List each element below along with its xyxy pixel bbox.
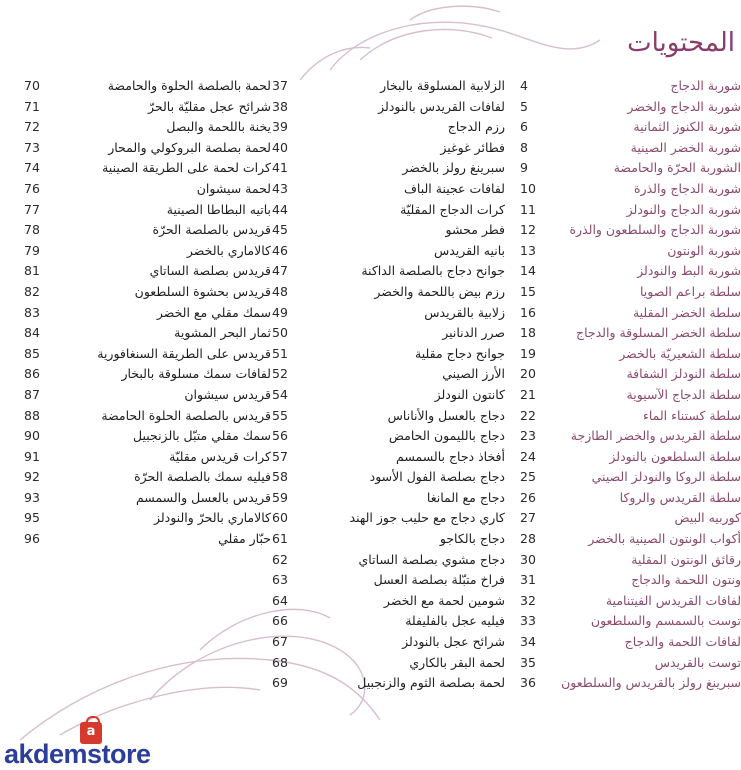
page-number: 47 — [272, 263, 288, 279]
recipe-title: الشوربة الحرّة والحامضة — [613, 160, 741, 176]
toc-entry — [272, 550, 505, 571]
recipe-title: شوربة الونتون — [667, 242, 741, 258]
page-number: 44 — [272, 201, 288, 217]
recipe-title: دجاج مع المانغا — [426, 489, 505, 505]
contents-column-left — [24, 76, 271, 550]
recipe-title: سلطة الخضر المقلية — [632, 304, 741, 320]
recipe-title: سلطة الخضر المسلوقة والدجاج — [576, 325, 741, 341]
recipe-title: سمك مقلي متبّل بالزنجبيل — [133, 428, 271, 444]
recipe-title: لفافات سمك مسلوقة بالبخار — [121, 366, 271, 382]
page-number: 69 — [272, 675, 288, 691]
page-number: 43 — [272, 180, 288, 196]
page-number: 88 — [24, 407, 40, 423]
recipe-title: قريدس بالعسل والسمسم — [135, 489, 271, 505]
recipe-title: شرائح عجل بالنودلز — [402, 634, 505, 650]
toc-entry — [272, 323, 505, 344]
toc-entry — [272, 179, 505, 200]
page-number: 61 — [272, 531, 288, 547]
toc-entry — [520, 426, 741, 447]
toc-entry — [272, 158, 505, 179]
page-number: 48 — [272, 283, 288, 299]
page-number: 86 — [24, 366, 40, 382]
page-number: 79 — [24, 242, 40, 258]
recipe-title: الزلابية المسلوقة بالبخار — [380, 78, 505, 93]
recipe-title: سلطة الشعيريّة بالخضر — [619, 345, 741, 361]
page-number: 14 — [520, 263, 536, 279]
brand-name: akdemstore — [4, 739, 151, 769]
toc-entry — [272, 138, 505, 159]
toc-entry — [272, 632, 505, 653]
page-number: 32 — [520, 592, 536, 608]
toc-entry — [24, 364, 271, 385]
toc-entry — [520, 200, 741, 221]
recipe-title: كرات قريدس مقليّة — [169, 448, 271, 464]
toc-entry — [24, 76, 271, 97]
recipe-title: سلطة الدجاج الآسيوية — [626, 386, 741, 402]
page-number: 27 — [520, 510, 536, 526]
page-number: 70 — [24, 78, 40, 93]
toc-entry — [24, 488, 271, 509]
page-number: 33 — [520, 613, 536, 629]
toc-entry — [520, 591, 741, 612]
recipe-title: ونتون اللحمة والدجاج — [631, 572, 741, 588]
recipe-title: قريدس بصلصة الساتاي — [149, 263, 271, 279]
page-number: 71 — [24, 98, 40, 114]
page-number: 10 — [520, 180, 536, 196]
toc-entry — [520, 117, 741, 138]
toc-entry — [520, 467, 741, 488]
toc-entry — [520, 344, 741, 365]
recipe-title: لفافات القريدس بالنودلز — [378, 98, 505, 114]
page-number: 57 — [272, 448, 288, 464]
toc-entry — [520, 570, 741, 591]
recipe-title: توست بالسمسم والسلطعون — [590, 613, 741, 629]
toc-entry — [520, 364, 741, 385]
page-number: 59 — [272, 489, 288, 505]
recipe-title: شوربة البط والنودلز — [637, 263, 741, 279]
page-number: 22 — [520, 407, 536, 423]
recipe-title: الأرز الصيني — [442, 366, 505, 382]
page-number: 37 — [272, 78, 288, 93]
contents-column-middle — [272, 76, 505, 694]
recipe-title: لفافات اللحمة والدجاج — [624, 634, 741, 650]
toc-entry — [520, 179, 741, 200]
page-number: 83 — [24, 304, 40, 320]
toc-entry — [24, 447, 271, 468]
recipe-title: فطر محشو — [445, 222, 505, 238]
page-number: 39 — [272, 119, 288, 135]
page-number: 56 — [272, 428, 288, 444]
recipe-title: شوربة الدجاج — [670, 78, 741, 93]
page-number: 85 — [24, 345, 40, 361]
recipe-title: رزم الدجاج — [447, 119, 505, 135]
toc-entry — [272, 611, 505, 632]
recipe-title: قريدس بالصلصة الحلوة الحامضة — [101, 407, 271, 423]
page-title: المحتويات — [627, 28, 735, 58]
page-number: 9 — [520, 160, 528, 176]
recipe-title: يخنة باللحمة والبصل — [166, 119, 271, 135]
recipe-title: لفافات القريدس الفيتنامية — [605, 592, 741, 608]
page-number: 67 — [272, 634, 288, 650]
recipe-title: كرات الدجاج المقليّة — [400, 201, 505, 217]
recipe-title: قريدس سيشوان — [184, 386, 271, 402]
toc-entry — [24, 303, 271, 324]
recipe-title: حبّار مقلي — [218, 531, 271, 547]
toc-entry — [24, 97, 271, 118]
toc-entry — [24, 508, 271, 529]
toc-entry — [272, 591, 505, 612]
recipe-title: فراخ متبّلة بصلصة العسل — [373, 572, 505, 588]
toc-entry — [520, 385, 741, 406]
page-number: 11 — [520, 201, 536, 217]
recipe-title: شرائح عجل مقليّة بالحرّ — [148, 98, 271, 114]
toc-entry — [520, 261, 741, 282]
toc-entry — [24, 241, 271, 262]
recipe-title: دجاج بالعسل والأناناس — [387, 407, 505, 423]
toc-entry — [272, 488, 505, 509]
toc-entry — [272, 344, 505, 365]
page-number: 6 — [520, 119, 528, 135]
store-logo — [4, 722, 204, 768]
page-number: 13 — [520, 242, 536, 258]
toc-entry — [520, 282, 741, 303]
toc-entry — [520, 653, 741, 674]
recipe-title: صرر الدنانير — [442, 325, 505, 341]
toc-entry — [272, 508, 505, 529]
recipe-title: فطائر غوغيز — [440, 139, 505, 155]
toc-entry — [520, 611, 741, 632]
recipe-title: كالاماري بالخضر — [186, 242, 271, 258]
page-number: 24 — [520, 448, 536, 464]
toc-entry — [272, 653, 505, 674]
recipe-title: شومين لحمة مع الخضر — [383, 592, 505, 608]
toc-entry — [520, 323, 741, 344]
recipe-title: سلطة براعم الصويا — [639, 283, 741, 299]
recipe-title: باتيه البطاطا الصينية — [166, 201, 271, 217]
recipe-title: كوربيه البيض — [674, 510, 741, 526]
recipe-title: جوانح دجاج بالصلصة الداكنة — [361, 263, 505, 279]
page-number: 21 — [520, 386, 536, 402]
recipe-title: سلطة القريدس والروكا — [619, 489, 741, 505]
recipe-title: قريدس بحشوة السلطعون — [134, 283, 271, 299]
toc-entry — [272, 117, 505, 138]
recipe-title: فيليه عجل بالفليفلة — [405, 613, 505, 629]
page-number: 51 — [272, 345, 288, 361]
page-number: 92 — [24, 469, 40, 485]
toc-entry — [272, 220, 505, 241]
recipe-title: سبرينغ رولز بالخضر — [402, 160, 505, 176]
page-number: 31 — [520, 572, 536, 588]
page-number: 30 — [520, 551, 536, 567]
page-number: 90 — [24, 428, 40, 444]
toc-entry — [24, 385, 271, 406]
toc-entry — [520, 529, 741, 550]
page-number: 84 — [24, 325, 40, 341]
page-number: 87 — [24, 386, 40, 402]
toc-entry — [24, 261, 271, 282]
page-number: 40 — [272, 139, 288, 155]
shopping-bag-icon: a — [80, 722, 102, 744]
toc-entry — [520, 673, 741, 694]
page-number: 8 — [520, 139, 528, 155]
recipe-title: لحمة سيشوان — [196, 180, 271, 196]
toc-entry — [272, 364, 505, 385]
toc-entry — [272, 467, 505, 488]
toc-entry — [272, 200, 505, 221]
toc-entry — [520, 76, 741, 97]
page-number: 96 — [24, 531, 40, 547]
page-number: 77 — [24, 201, 40, 217]
toc-entry — [520, 550, 741, 571]
page-number: 23 — [520, 428, 536, 444]
page-number: 64 — [272, 592, 288, 608]
toc-entry — [24, 426, 271, 447]
toc-entry — [272, 76, 505, 97]
recipe-title: دجاج مشوي بصلصة الساتاي — [358, 551, 505, 567]
recipe-title: سلطة السلطعون بالنودلز — [609, 448, 741, 464]
page-number: 58 — [272, 469, 288, 485]
recipe-title: كاري دجاج مع حليب جوز الهند — [349, 510, 505, 526]
recipe-title: ثمار البحر المشوية — [174, 325, 271, 341]
page-number: 81 — [24, 263, 40, 279]
toc-entry — [24, 200, 271, 221]
page-number: 66 — [272, 613, 288, 629]
page-number: 60 — [272, 510, 288, 526]
recipe-title: شوربة الدجاج والنودلز — [626, 201, 741, 217]
toc-entry — [24, 179, 271, 200]
toc-entry — [520, 303, 741, 324]
toc-entry — [24, 117, 271, 138]
toc-entry — [24, 138, 271, 159]
toc-entry — [272, 570, 505, 591]
page-number: 63 — [272, 572, 288, 588]
recipe-title: كانتون النودلز — [434, 386, 505, 402]
page-number: 28 — [520, 531, 536, 547]
page-number: 25 — [520, 469, 536, 485]
page-number: 5 — [520, 98, 528, 114]
recipe-title: شوربة الخضر الصينية — [630, 139, 741, 155]
toc-entry — [272, 673, 505, 694]
page-number: 16 — [520, 304, 536, 320]
recipe-title: شوربة الدجاج والخضر — [627, 98, 741, 114]
toc-entry — [520, 138, 741, 159]
recipe-title: سلطة كستناء الماء — [642, 407, 741, 423]
toc-entry — [24, 220, 271, 241]
toc-entry — [24, 529, 271, 550]
toc-entry — [520, 406, 741, 427]
page-number: 55 — [272, 407, 288, 423]
toc-entry — [520, 488, 741, 509]
recipe-title: توست بالقريدس — [654, 654, 741, 670]
recipe-title: قريدس بالصلصة الحرّة — [152, 222, 271, 238]
recipe-title: دجاج بالليمون الحامض — [388, 428, 505, 444]
recipe-title: كرات لحمة على الطريقة الصينية — [102, 160, 271, 176]
contents-column-right — [520, 76, 741, 694]
page-number: 52 — [272, 366, 288, 382]
recipe-title: رزم بيض باللحمة والخضر — [374, 283, 505, 299]
toc-entry — [520, 508, 741, 529]
toc-entry — [272, 426, 505, 447]
recipe-title: دجاج بالكاجو — [439, 531, 505, 547]
recipe-title: كالاماري بالحرّ والنودلز — [153, 510, 271, 526]
page-number: 76 — [24, 180, 40, 196]
page-number: 82 — [24, 283, 40, 299]
recipe-title: سلطة القريدس والخضر الطازجة — [570, 428, 741, 444]
page-number: 95 — [24, 510, 40, 526]
toc-entry — [272, 261, 505, 282]
recipe-title: قريدس على الطريقة السنغافورية — [97, 345, 271, 361]
recipe-title: أفخاذ دجاج بالسمسم — [396, 448, 505, 464]
page-number: 50 — [272, 325, 288, 341]
recipe-title: شوربة الدجاج والسلطعون والذرة — [569, 222, 741, 238]
toc-entry — [520, 632, 741, 653]
page-number: 91 — [24, 448, 40, 464]
toc-entry — [24, 344, 271, 365]
page-number: 72 — [24, 119, 40, 135]
recipe-title: أكواب الونتون الصينية بالخضر — [588, 531, 741, 547]
recipe-title: شوربة الدجاج والذرة — [633, 180, 741, 196]
recipe-title: لفافات عجينة الباف — [403, 180, 505, 196]
page-number: 38 — [272, 98, 288, 114]
recipe-title: سلطة النودلز الشفافة — [626, 366, 741, 382]
toc-entry — [24, 323, 271, 344]
toc-entry — [272, 97, 505, 118]
page-number: 20 — [520, 366, 536, 382]
recipe-title: لحمة البقر بالكاري — [409, 654, 505, 670]
recipe-title: فيليه سمك بالصلصة الحرّة — [134, 469, 271, 485]
recipe-title: لحمة بصلصة البروكولي والمحار — [108, 139, 271, 155]
recipe-title: بانيه القريدس — [433, 242, 505, 258]
toc-entry — [272, 241, 505, 262]
page-number: 26 — [520, 489, 536, 505]
toc-entry — [520, 241, 741, 262]
page-number: 12 — [520, 222, 536, 238]
recipe-title: شوربة الكنوز الثمانية — [633, 119, 741, 135]
toc-entry — [520, 447, 741, 468]
recipe-title: سمك مقلي مع الخضر — [156, 304, 271, 320]
page-number: 49 — [272, 304, 288, 320]
recipe-title: دجاج بصلصة الفول الأسود — [369, 469, 505, 485]
page-number: 73 — [24, 139, 40, 155]
page-number: 18 — [520, 325, 536, 341]
toc-entry — [24, 158, 271, 179]
page-number: 34 — [520, 634, 536, 650]
page-number: 15 — [520, 283, 536, 299]
toc-entry — [272, 406, 505, 427]
page-number: 54 — [272, 386, 288, 402]
recipe-title: جوانح دجاج مقلية — [415, 345, 505, 361]
recipe-title: سلطة الروكا والنودلز الصيني — [591, 469, 741, 485]
page-number: 62 — [272, 551, 288, 567]
recipe-title: سبرينغ رولز بالقريدس والسلطعون — [561, 675, 741, 691]
toc-entry — [24, 282, 271, 303]
toc-entry — [520, 220, 741, 241]
recipe-title: رقائق الونتون المقلية — [631, 551, 741, 567]
page-number: 45 — [272, 222, 288, 238]
toc-entry — [520, 158, 741, 179]
page-number: 93 — [24, 489, 40, 505]
toc-entry — [272, 303, 505, 324]
page-number: 74 — [24, 160, 40, 176]
page-number: 35 — [520, 654, 536, 670]
toc-entry — [272, 529, 505, 550]
page-number: 41 — [272, 160, 288, 176]
toc-entry — [24, 406, 271, 427]
toc-entry — [520, 97, 741, 118]
recipe-title: لحمة بصلصة الثوم والزنجبيل — [357, 675, 505, 691]
toc-entry — [24, 467, 271, 488]
toc-entry — [272, 385, 505, 406]
page-number: 46 — [272, 242, 288, 258]
page-number: 36 — [520, 675, 536, 691]
page-number: 19 — [520, 345, 536, 361]
toc-entry — [272, 447, 505, 468]
page-number: 68 — [272, 654, 288, 670]
toc-entry — [272, 282, 505, 303]
page-number: 78 — [24, 222, 40, 238]
page-number: 4 — [520, 78, 528, 93]
recipe-title: لحمة بالصلصة الحلوة والحامضة — [107, 78, 271, 93]
recipe-title: زلابية بالقريدس — [424, 304, 505, 320]
